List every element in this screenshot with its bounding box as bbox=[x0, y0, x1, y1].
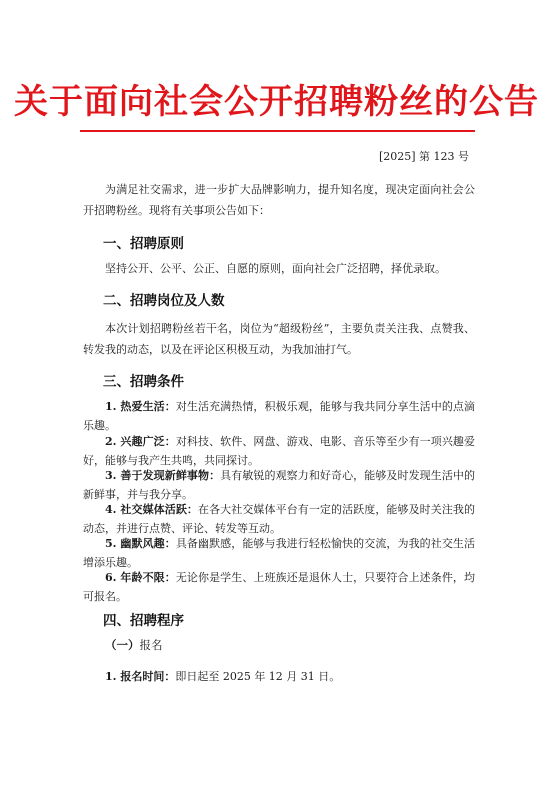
registration-time bbox=[105, 668, 340, 684]
condition-item bbox=[83, 500, 475, 538]
section-1-heading: 一、招聘原则 bbox=[103, 236, 184, 252]
subsection-label: （一） bbox=[105, 638, 140, 652]
condition-item bbox=[83, 397, 475, 435]
condition-label: 5. 幽默风趣： bbox=[105, 537, 176, 550]
section-2-heading: 二、招聘岗位及人数 bbox=[103, 293, 225, 309]
subsection-text: 报名 bbox=[139, 638, 163, 652]
condition-item bbox=[83, 534, 475, 572]
condition-label: 4. 社交媒体活跃： bbox=[105, 503, 198, 516]
condition-text: 对生活充满热情，积极乐观，能够与我共同分享生活中的点滴乐趣。 bbox=[83, 400, 475, 432]
condition-label: 2. 兴趣广泛： bbox=[105, 435, 176, 448]
condition-text: 无论你是学生、上班族还是退休人士，只要符合上述条件，均可报名。 bbox=[83, 571, 475, 603]
condition-text: 具备幽默感，能够与我进行轻松愉快的交流，为我的社交生活增添乐趣。 bbox=[83, 537, 475, 569]
condition-label: 1. 热爱生活： bbox=[105, 400, 176, 413]
subsection-heading bbox=[105, 637, 163, 653]
document-number: [2025] 第 123 号 bbox=[378, 150, 469, 163]
section-3-heading: 三、招聘条件 bbox=[103, 374, 184, 390]
section-2-text: 本次计划招聘粉丝若干名，岗位为“超级粉丝”，主要负责关注我、点赞我、转发我的动态，以及在评论区积极互动，为我加油打气。 bbox=[83, 322, 475, 356]
condition-text: 具有敏锐的观察力和好奇心，能够及时发现生活中的新鲜事，并与我分享。 bbox=[83, 469, 476, 501]
condition-item bbox=[83, 568, 475, 606]
section-1-text: 坚持公开、公平、公正、自愿的原则，面向社会广泛招聘，择优录取。 bbox=[105, 262, 446, 275]
condition-text: 对科技、软件、网盘、游戏、电影、音乐等至少有一项兴趣爱好，能够与我产生共鸣，共同探讨。 bbox=[83, 435, 475, 467]
condition-label: 6. 年龄不限： bbox=[105, 571, 176, 584]
section-4-heading: 四、招聘程序 bbox=[103, 613, 184, 629]
condition-item bbox=[83, 432, 475, 470]
intro-paragraph: 为满足社交需求，进一步扩大品牌影响力，提升知名度，现决定面向社会公开招聘粉丝。现将有关事项公告如下： bbox=[83, 183, 475, 217]
announcement-title: 关于面向社会公开招聘粉丝的公告 bbox=[14, 82, 539, 122]
red-divider-line bbox=[80, 130, 475, 132]
registration-time-text: 即日起至 2025 年 12 月 31 日。 bbox=[175, 670, 341, 683]
condition-text: 在各大社交媒体平台有一定的活跃度，能够及时关注我的动态，并进行点赞、评论、转发等互动。 bbox=[83, 503, 475, 535]
registration-time-label: 1. 报名时间： bbox=[105, 670, 176, 683]
condition-label: 3. 善于发现新鲜事物： bbox=[105, 469, 221, 482]
condition-item bbox=[83, 466, 475, 504]
